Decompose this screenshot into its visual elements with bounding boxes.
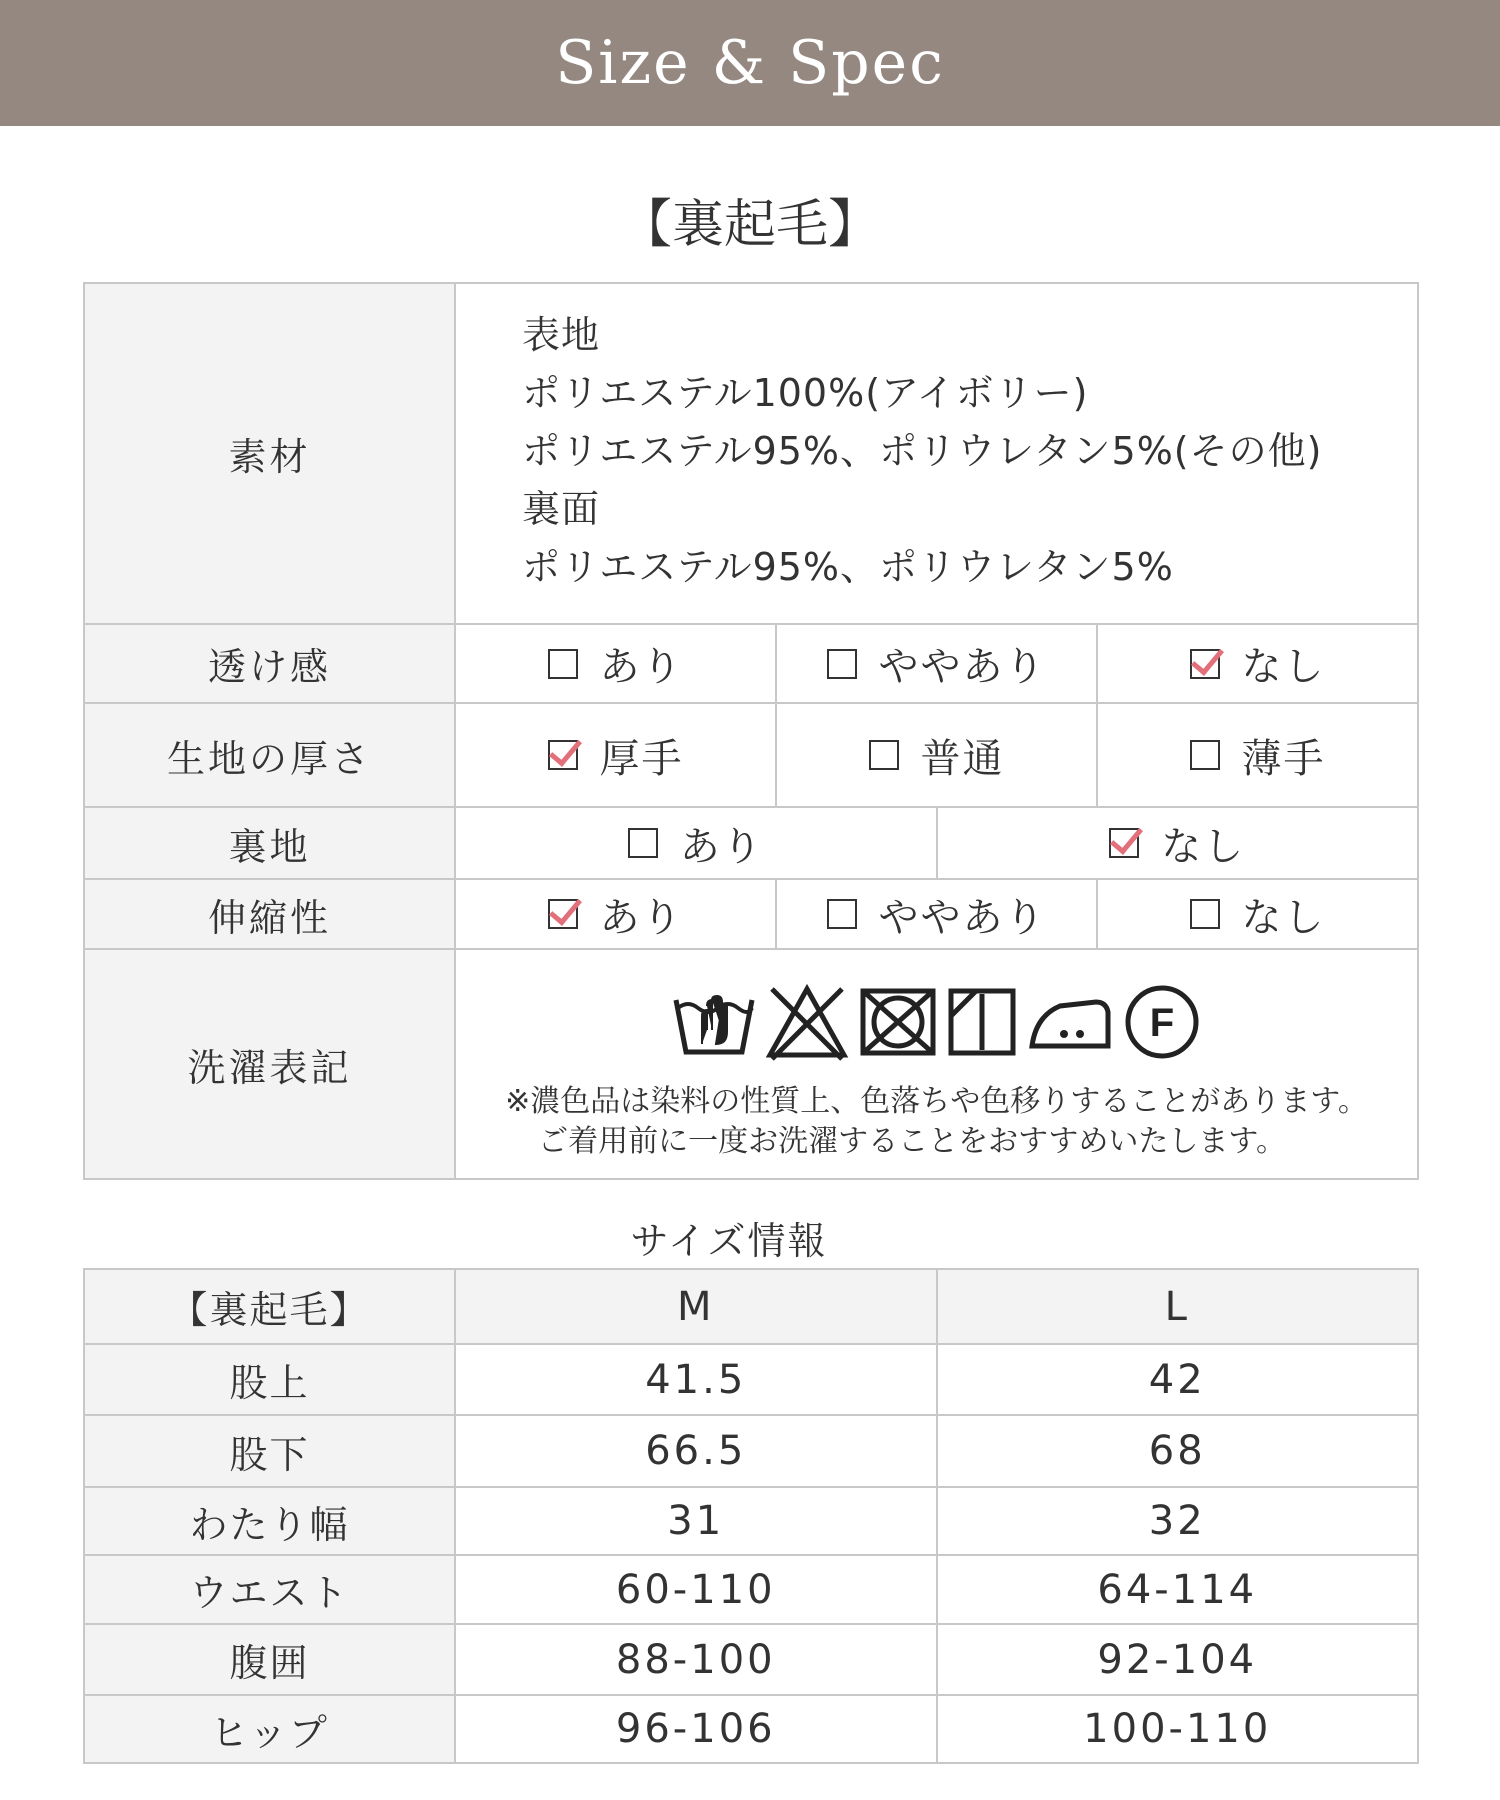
thickness-row	[85, 704, 1419, 808]
header-title: Size & Spec	[555, 28, 945, 98]
size-l-value: 92-104	[936, 1625, 1418, 1694]
lining-row	[85, 808, 1419, 880]
washing-content	[456, 950, 1419, 1178]
material-text	[456, 284, 1419, 623]
sheerness-option-yaya[interactable]	[775, 625, 1096, 702]
option-label: ややあり	[878, 894, 1047, 941]
row-label: ウエスト	[85, 1556, 456, 1623]
row-label: 股上	[85, 1345, 456, 1414]
size-l-value: 64-114	[936, 1556, 1418, 1623]
note-line: ご着用前に一度お洗濯することをおすすめいたします。	[538, 1124, 1287, 1159]
size-header-l: L	[936, 1270, 1418, 1343]
stretch-option-ari[interactable]	[456, 880, 775, 948]
row-label: ヒップ	[85, 1696, 456, 1762]
size-l-value: 68	[936, 1416, 1418, 1486]
option-label: なし	[1241, 894, 1326, 941]
size-table	[83, 1268, 1419, 1764]
no-bleach-icon	[764, 983, 850, 1061]
size-header-product: 【裏起毛】	[85, 1270, 456, 1343]
sheerness-option-ari[interactable]	[456, 625, 775, 702]
material-line: ポリエステル95%、ポリウレタン5%(その他)	[522, 429, 1323, 473]
checkbox[interactable]	[548, 740, 578, 770]
checkbox[interactable]	[869, 740, 899, 770]
low-iron-icon	[1026, 992, 1114, 1052]
lining-option-ari[interactable]	[456, 808, 936, 878]
size-l-value: 32	[936, 1488, 1418, 1554]
note-line: ※濃色品は染料の性質上、色落ちや色移りすることがあります。	[505, 1084, 1368, 1119]
checkbox[interactable]	[1190, 649, 1220, 679]
line-dry-shade-icon	[946, 986, 1018, 1058]
option-label: あり	[679, 823, 764, 870]
table-row	[85, 1488, 1419, 1556]
sheerness-option-nashi[interactable]	[1096, 625, 1417, 702]
size-m-value: 41.5	[645, 1356, 747, 1403]
size-header-m: M	[456, 1270, 936, 1343]
checkbox[interactable]	[827, 899, 857, 929]
checkbox[interactable]	[827, 649, 857, 679]
sheerness-row	[85, 625, 1419, 704]
size-m-value: 96-106	[615, 1706, 776, 1752]
thickness-option-thin[interactable]	[1096, 704, 1417, 806]
size-m-value: 66.5	[645, 1428, 747, 1474]
material-line: 表地	[522, 313, 601, 357]
svg-text:F: F	[1149, 1001, 1174, 1045]
table-row	[85, 1625, 1419, 1696]
checkbox[interactable]	[1109, 828, 1139, 858]
checkbox[interactable]	[628, 828, 658, 858]
size-m-value: 60-110	[615, 1566, 776, 1613]
material-line: ポリエステル100%(アイボリー)	[522, 371, 1089, 415]
size-m-value: 88-100	[615, 1636, 776, 1683]
thickness-option-thick[interactable]	[456, 704, 775, 806]
lining-label: 裏地	[85, 808, 456, 878]
care-icons	[672, 982, 1202, 1062]
size-l-value: 42	[936, 1345, 1418, 1414]
table-row	[85, 1556, 1419, 1625]
option-label: あり	[599, 894, 684, 941]
option-label: あり	[599, 644, 684, 690]
option-label: 厚手	[599, 735, 684, 782]
row-label: 腹囲	[85, 1625, 456, 1694]
option-label: ややあり	[878, 644, 1047, 690]
checkbox[interactable]	[1190, 899, 1220, 929]
lining-option-nashi[interactable]	[936, 808, 1418, 878]
washing-row	[85, 950, 1419, 1180]
option-label: なし	[1241, 644, 1326, 690]
option-label: 普通	[920, 735, 1005, 782]
washing-note	[505, 1082, 1368, 1162]
material-line: ポリエステル95%、ポリウレタン5%	[522, 545, 1174, 589]
stretch-option-nashi[interactable]	[1096, 880, 1417, 948]
washing-label: 洗濯表記	[85, 950, 456, 1178]
material-line: 裏面	[522, 487, 601, 531]
spec-table	[83, 282, 1419, 1180]
size-info-title: サイズ情報	[630, 1219, 828, 1263]
hand-wash-icon	[672, 986, 756, 1058]
thickness-label: 生地の厚さ	[85, 704, 456, 806]
dry-clean-f-icon	[1122, 982, 1202, 1062]
table-row	[85, 1416, 1419, 1488]
material-row	[85, 284, 1419, 625]
checkbox[interactable]	[1190, 740, 1220, 770]
row-label: わたり幅	[85, 1488, 456, 1554]
stretch-label: 伸縮性	[85, 880, 456, 948]
option-label: なし	[1161, 823, 1246, 870]
page-header	[0, 0, 1500, 126]
checkbox[interactable]	[548, 649, 578, 679]
size-l-value: 100-110	[936, 1696, 1418, 1762]
material-label: 素材	[85, 284, 456, 623]
checkbox[interactable]	[548, 899, 578, 929]
product-title: 【裏起毛】	[619, 195, 880, 255]
option-label: 薄手	[1241, 735, 1326, 782]
stretch-row	[85, 880, 1419, 950]
table-row	[85, 1345, 1419, 1416]
row-label: 股下	[85, 1416, 456, 1486]
size-header-row	[85, 1270, 1419, 1345]
table-row	[85, 1696, 1419, 1764]
stretch-option-yaya[interactable]	[775, 880, 1096, 948]
no-tumble-dry-icon	[858, 986, 938, 1058]
sheerness-label: 透け感	[85, 625, 456, 702]
thickness-option-normal[interactable]	[775, 704, 1096, 806]
size-m-value: 31	[667, 1498, 725, 1544]
